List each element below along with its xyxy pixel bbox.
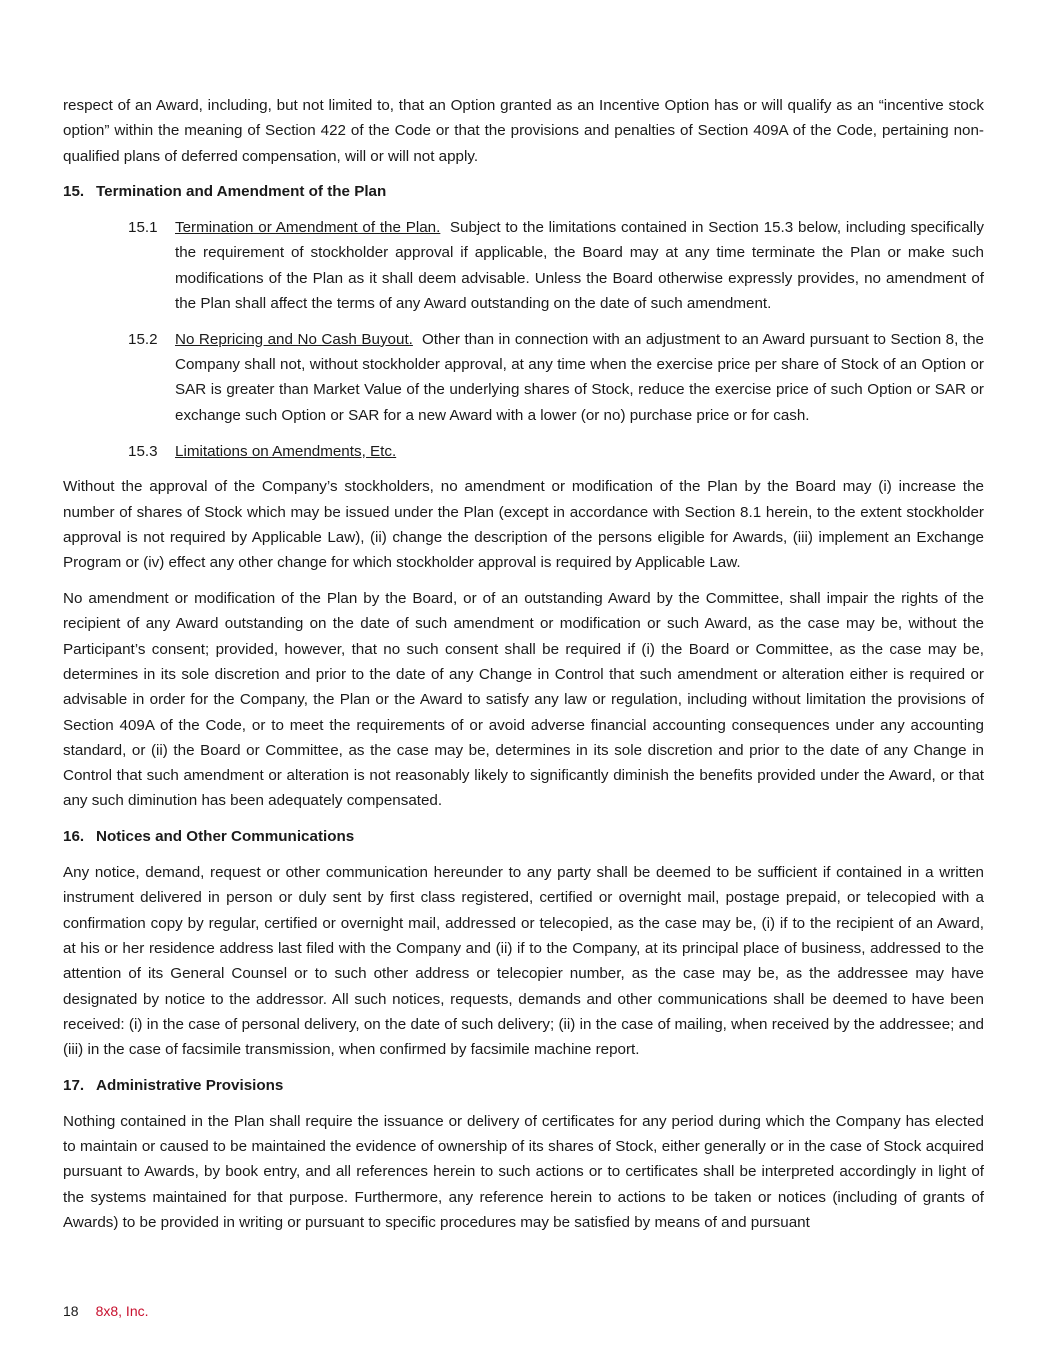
subsection-number: 15.1 [128,219,158,237]
subsection-number: 15.3 [128,442,158,460]
subsection-15-2 [63,327,984,428]
paragraph: respect of an Award, including, but not limited to, that an Option granted as an Incentive Option has or will qualify as an “incentive stock option” within the meaning of Section 422 of the Code or that the provisions and penalties of Section 409A of the Code, pertaining non-qualified plans of deferred compensation, will or will not apply. [63,97,984,165]
subsection-text: Subject to the limitations contained in Section 15.3 below, including specifically the requirement of stockholder approval if applicable, the Board may at any time terminate the Plan or make such modifications of the Plan as it shall deem advisable. Unless the Board otherwise expressly provides, no amendment of the Plan shall affect the terms of any Award outstanding on the date of such amendment. [175,219,984,313]
page-footer [63,1303,149,1319]
subsection-text: Other than in connection with an adjustment to an Award pursuant to Section 8, the Company shall not, without stockholder approval, at any time when the exercise price per share of Stock of an Option or SAR is greater than Market Value of the underlying shares of Stock, reduce the exercise price of such Option or SAR or exchange such Option or SAR for a new Award with a lower (or no) purchase price or for cash. [175,330,984,424]
subsection-15-1 [63,215,984,316]
section-heading-17 [63,1073,984,1098]
section-heading-16 [63,824,984,849]
document-body [63,93,984,1246]
section-title: Notices and Other Communications [96,828,355,846]
section-number: 17. [63,1076,85,1094]
subsection-15-3 [63,439,984,464]
subsection-title: Termination or Amendment of the Plan. [175,219,441,237]
paragraph: Nothing contained in the Plan shall require the issuance or delivery of certificates for any period during which the Company has elected to maintain or caused to be maintained the evidence of ownership of its shares of Stock, either generally or in the case of Stock acquired pursuant to Awards, by book entry, and all references herein to such actions or to certificates shall be interpreted accordingly in light of the systems maintained for that purpose. Furthermore, any reference herein to actions to be taken or notices (including of grants of Awards) to be provided in writing or pursuant to specific procedures may be satisfied by means of and pursuant [63,1112,984,1231]
section-title: Administrative Provisions [96,1076,284,1094]
paragraph: Any notice, demand, request or other communication hereunder to any party shall be deemed to be sufficient if contained in a written instrument delivered in person or duly sent by first class registered, certified or overnight mail, postage prepaid, or telecopied with a confirmation copy by regular, certified or overnight mail, addressed or telecopied, as the case may be, (i) if to the recipient of an Award, at his or her residence address last filed with the Company and (ii) if to the Company, at its principal place of business, addressed to the attention of its General Counsel or to such other address or telecopier number, as the case may be, as the addressee may have designated by notice to the addressor. All such notices, requests, demands and other communications shall be deemed to have been received: (i) in the case of personal delivery, on the date of such delivery; (ii) in the case of mailing, when received by the addressee; and (iii) in the case of facsimile transmission, when confirmed by facsimile machine report. [63,864,984,1059]
paragraph: Without the approval of the Company’s stockholders, no amendment or modification of the Plan by the Board may (i) increase the number of shares of Stock which may be issued under the Plan (except in accordance with Section 8.1 herein, to the extent stockholder approval is not required by Applicable Law), (ii) change the description of the persons eligible for Awards, (iii) implement an Exchange Program or (iv) effect any other change for which stockholder approval is required by Applicable Law. [63,478,984,572]
subsection-title: No Repricing and No Cash Buyout. [175,330,413,348]
subsection-number: 15.2 [128,330,158,348]
paragraph: No amendment or modification of the Plan by the Board, or of an outstanding Award by the Committee, shall impair the rights of the recipient of any Award outstanding on the date of such amendment or modification or such Award, as the case may be, without the Participant’s consent; provided, however, that no such consent shall be required if (i) the Board or Committee, as the case may be, determines in its sole discretion and prior to the date of any Change in Control that such amendment or alteration either is required or advisable in order for the Company, the Plan or the Award to satisfy any law or regulation, including without limitation the provisions of Section 409A of the Code, or to meet the requirements of or avoid adverse financial accounting consequences under any accounting standard, or (ii) the Board or Committee, as the case may be, determines in its sole discretion and prior to the date of any Change in Control that such amendment or alteration is not reasonably likely to significantly diminish the benefits provided under the Award, or that any such diminution has been adequately compensated. [63,590,984,810]
section-number: 16. [63,828,85,846]
page-number: 18 [63,1303,79,1319]
section-number: 15. [63,183,85,201]
section-heading-15 [63,179,984,204]
section-title: Termination and Amendment of the Plan [96,183,387,201]
subsection-title: Limitations on Amendments, Etc. [175,442,397,460]
footer-company: 8x8, Inc. [95,1303,149,1319]
